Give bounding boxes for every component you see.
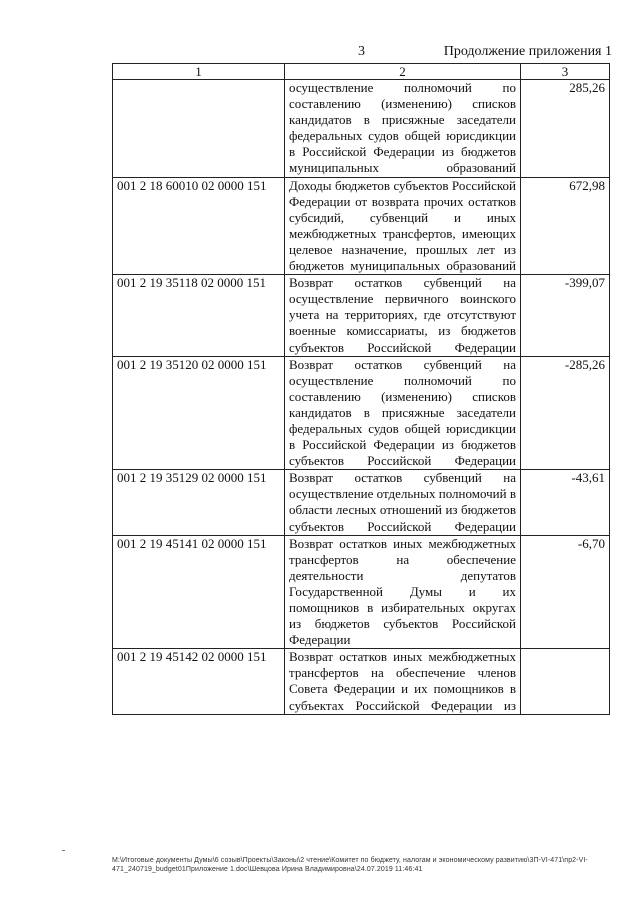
table-header-row	[113, 64, 610, 80]
table-row	[113, 535, 610, 649]
budget-table	[112, 63, 610, 715]
budget-amount: -285,26	[521, 356, 610, 470]
budget-amount: 285,26	[521, 80, 610, 178]
column-header: 2	[285, 64, 521, 80]
budget-code: 001 2 19 45142 02 0000 151	[113, 649, 285, 714]
table-row	[113, 356, 610, 470]
column-header: 3	[521, 64, 610, 80]
budget-description: Возврат остатков иных межбюджетных трансфертов на обеспечение деятельности депутатов Государственной Думы и их помощников в избирательных округах из бюджетов субъектов Российской Федерации	[285, 535, 521, 649]
budget-description: Возврат остатков иных межбюджетных трансфертов на обеспечение членов Совета Федерации и их помощников в субъектах Российской Федерации из	[285, 649, 521, 714]
budget-description: осуществление полномочий по составлению (изменению) списков кандидатов в присяжные заседатели федеральных судов общей юрисдикции в Российской Федерации из бюджетов муниципальных образований	[285, 80, 521, 178]
footer-file-path: M:\Итоговые документы Думы\6 созыв\Проекты\Законы\2 чтение\Комитет по бюджету, налогам и экономическому развитию\3П-VI-471\пр2-VI-471_240719_budget01Приложение 1.doc\Шевцова Ирина Владимировна\24.07.2019 11:46:41	[112, 857, 588, 873]
budget-amount: -6,70	[521, 535, 610, 649]
column-header: 1	[113, 64, 285, 80]
budget-amount: 672,98	[521, 177, 610, 275]
budget-code: 001 2 19 35120 02 0000 151	[113, 356, 285, 470]
budget-description: Возврат остатков субвенций на осуществление отдельных полномочий в области лесных отношений из бюджетов субъектов Российской Федерации	[285, 470, 521, 535]
budget-code	[113, 80, 285, 178]
budget-code: 001 2 19 35129 02 0000 151	[113, 470, 285, 535]
table-row	[113, 649, 610, 714]
budget-description: Доходы бюджетов субъектов Российской Федерации от возврата прочих остатков субсидий, субвенций и иных межбюджетных трансфертов, имеющих целевое назначение, прошлых лет из бюджетов муниципальных образований	[285, 177, 521, 275]
budget-code: 001 2 18 60010 02 0000 151	[113, 177, 285, 275]
table-row	[113, 470, 610, 535]
budget-description: Возврат остатков субвенций на осуществление первичного воинского учета на территориях, где отсутствуют военные комиссариаты, из бюджетов субъектов Российской Федерации	[285, 275, 521, 356]
table-body	[113, 80, 610, 715]
budget-amount: -399,07	[521, 275, 610, 356]
budget-code: 001 2 19 45141 02 0000 151	[113, 535, 285, 649]
continuation-label: Продолжение приложения 1	[443, 44, 612, 59]
budget-code: 001 2 19 35118 02 0000 151	[113, 275, 285, 356]
budget-amount: -43,61	[521, 470, 610, 535]
budget-amount	[521, 649, 610, 714]
page-number: 3	[358, 44, 365, 59]
table-row	[113, 80, 610, 178]
table-row	[113, 275, 610, 356]
scan-dot	[62, 850, 65, 851]
table-row	[113, 177, 610, 275]
budget-description: Возврат остатков субвенций на осуществление полномочий по составлению (изменению) списков кандидатов в присяжные заседатели федеральных судов общей юрисдикции в Российской Федерации из бюджетов субъектов Российской Федерации	[285, 356, 521, 470]
